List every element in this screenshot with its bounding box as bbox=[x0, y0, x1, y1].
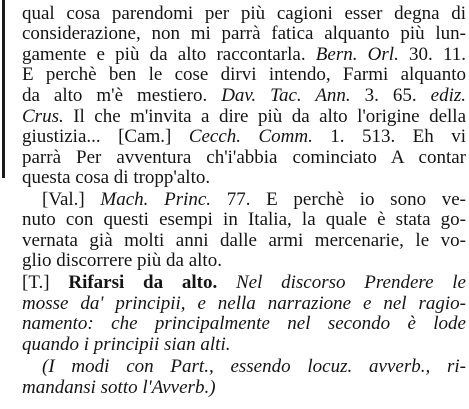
italic-text: Dav. Tac. Ann. bbox=[221, 86, 351, 106]
text-run: [T.] bbox=[22, 273, 69, 293]
text-run: nuto con questi esempi in Italia, la quale è stata go- bbox=[22, 210, 466, 230]
italic-text: namento: che principalmente nel secondo è lode bbox=[22, 314, 466, 334]
text-line bbox=[22, 65, 466, 85]
text-line bbox=[22, 210, 466, 230]
text-run: considerazione, non mi parrà fatica alquanto più lun- bbox=[22, 24, 466, 44]
text-run: qual cosa parendomi per più cagioni esser degna di bbox=[22, 4, 466, 24]
text-line bbox=[22, 294, 466, 314]
italic-text: mosse da' principii, e nella narrazione e nel ragio- bbox=[22, 294, 466, 314]
italic-text: mandansi sotto l'Avverb.) bbox=[22, 378, 216, 398]
text-line bbox=[22, 168, 210, 188]
italic-text: Mach. Princ. bbox=[100, 190, 212, 210]
text-run: 3. 65. bbox=[350, 86, 431, 106]
text-line bbox=[22, 231, 466, 251]
text-run: vernata già molti anni dalle armi mercenarie, le vo- bbox=[22, 231, 466, 251]
text-line bbox=[22, 127, 466, 147]
italic-text: Crus. bbox=[22, 107, 64, 127]
text-line bbox=[22, 148, 466, 168]
text-line bbox=[42, 190, 466, 210]
text-line bbox=[22, 314, 466, 334]
text-run: da alto m'è mestiero. bbox=[22, 86, 222, 106]
text-run: 30. 11. bbox=[398, 45, 466, 65]
text-run: giustizia... [Cam.] bbox=[22, 127, 189, 147]
text-run: Il che m'invita a dire più da alto l'origine della bbox=[63, 107, 466, 127]
text-line bbox=[22, 86, 466, 106]
text-line bbox=[22, 24, 466, 44]
text-run: gamente e più da alto raccontarla. bbox=[22, 45, 316, 65]
text-line bbox=[22, 45, 466, 65]
text-run: [Val.] bbox=[42, 190, 101, 210]
text-line bbox=[42, 357, 466, 377]
text-line bbox=[22, 273, 466, 293]
text-run: questa cosa di tropp'alto. bbox=[22, 168, 211, 188]
margin-rule bbox=[2, 0, 5, 178]
text-line bbox=[22, 378, 216, 398]
text-run: 1. 513. Eh vi bbox=[312, 127, 466, 147]
italic-text: Cecch. Comm. bbox=[188, 127, 313, 147]
italic-text: (I modi con Part., essendo locuz. avverb., ri- bbox=[42, 357, 466, 377]
text-run: glio discorrere più da alto. bbox=[22, 251, 222, 271]
text-run: parrà Per avventura ch'i'abbia cominciato A contar bbox=[22, 148, 466, 168]
italic-text: quando i principii sian alti. bbox=[22, 335, 231, 355]
italic-text: ediz. bbox=[430, 86, 466, 106]
text-line bbox=[22, 335, 230, 355]
italic-text: Nel discorso Prendere le bbox=[217, 273, 466, 293]
text-line bbox=[22, 251, 222, 271]
text-line bbox=[22, 107, 466, 127]
text-run: 77. E perchè io sono ve- bbox=[211, 190, 466, 210]
text-run: E perchè ben le cose dirvi intendo, Farmi alquanto bbox=[22, 65, 466, 85]
bold-headword: Rifarsi da alto. bbox=[68, 273, 218, 293]
italic-text: Bern. Orl. bbox=[315, 45, 399, 65]
text-line bbox=[22, 4, 466, 24]
